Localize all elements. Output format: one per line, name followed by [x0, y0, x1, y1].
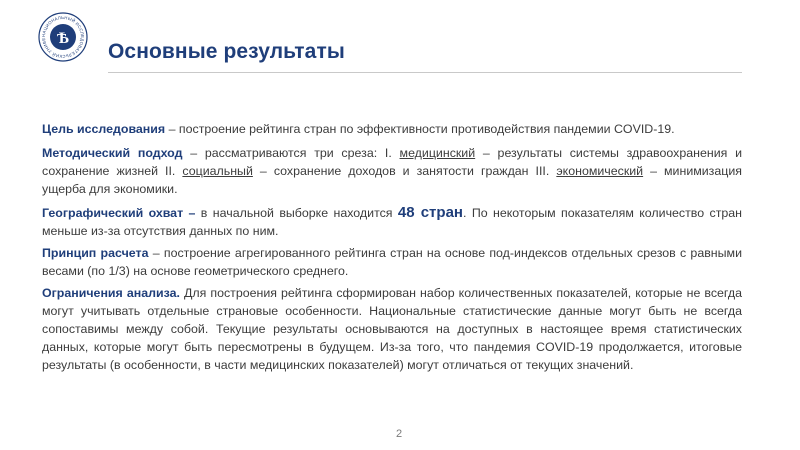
method-text-1: – рассматриваются три среза: I. [182, 146, 400, 160]
method-label: Методический подход [42, 146, 183, 160]
principle-paragraph [42, 244, 742, 280]
svg-text:Ѣ: Ѣ [56, 30, 70, 47]
method-paragraph [42, 144, 742, 198]
geo-text-2: . По некоторым показателям количество стран меньше из-за отсутствия данных по ним. [42, 206, 743, 238]
page-title: Основные результаты [108, 40, 345, 63]
limits-label: Ограничения анализа. [42, 286, 180, 300]
geo-text-1: в начальной выборке находится [195, 206, 398, 220]
method-medical-term: медицинский [399, 146, 476, 160]
principle-text: – построение агрегированного рейтинга стран на основе под-индексов отдельных срезов с равными весами (по 1/3) на основе геометрического среднего. [42, 246, 742, 278]
method-social-term: социальный [182, 164, 253, 178]
content-body [42, 120, 742, 378]
page-number: 2 [396, 428, 403, 440]
method-economic-term: экономический [556, 164, 644, 178]
limits-paragraph [42, 284, 742, 374]
goal-paragraph [42, 120, 742, 138]
svg-text:НАЦИОНАЛЬНЫЙ ИССЛЕДОВАТЕЛЬСКИЙ: НАЦИОНАЛЬНЫЙ ИССЛЕДОВАТЕЛЬСКИЙ УНИВЕ [40, 14, 86, 60]
university-logo [38, 12, 88, 62]
principle-label: Принцип расчета [42, 246, 149, 260]
geo-label: Географический охват – [42, 206, 196, 220]
method-text-4: – минимизация ущерба для экономики. [42, 164, 742, 196]
geo-paragraph [42, 204, 742, 240]
goal-text: – построение рейтинга стран по эффективности противодействия пандемии COVID-19. [165, 122, 675, 136]
goal-label: Цель исследования [42, 122, 166, 136]
limits-text: Для построения рейтинга сформирован набор количественных показателей, которые не всегда могут учитывать отдельные страновые особенности. Национальные статистические данные могут быть не всегда сопоставимы между собой. Текущие результаты основываются на доступных в настоящее время статистических данных, которые могут быть пересмотрены в будущем. Из-за того, что пандемия COVID-19 продолжается, итоговые результаты (в особенности, в части медицинских показателей) могут отличаться от текущих значений. [42, 286, 742, 372]
method-text-2: – результаты системы здравоохранения и сохранение жизней II. [42, 146, 743, 178]
title-divider [108, 72, 742, 73]
geo-country-count: 48 стран [397, 204, 463, 221]
method-text-3: – сохранение доходов и занятости граждан III. [252, 164, 557, 178]
